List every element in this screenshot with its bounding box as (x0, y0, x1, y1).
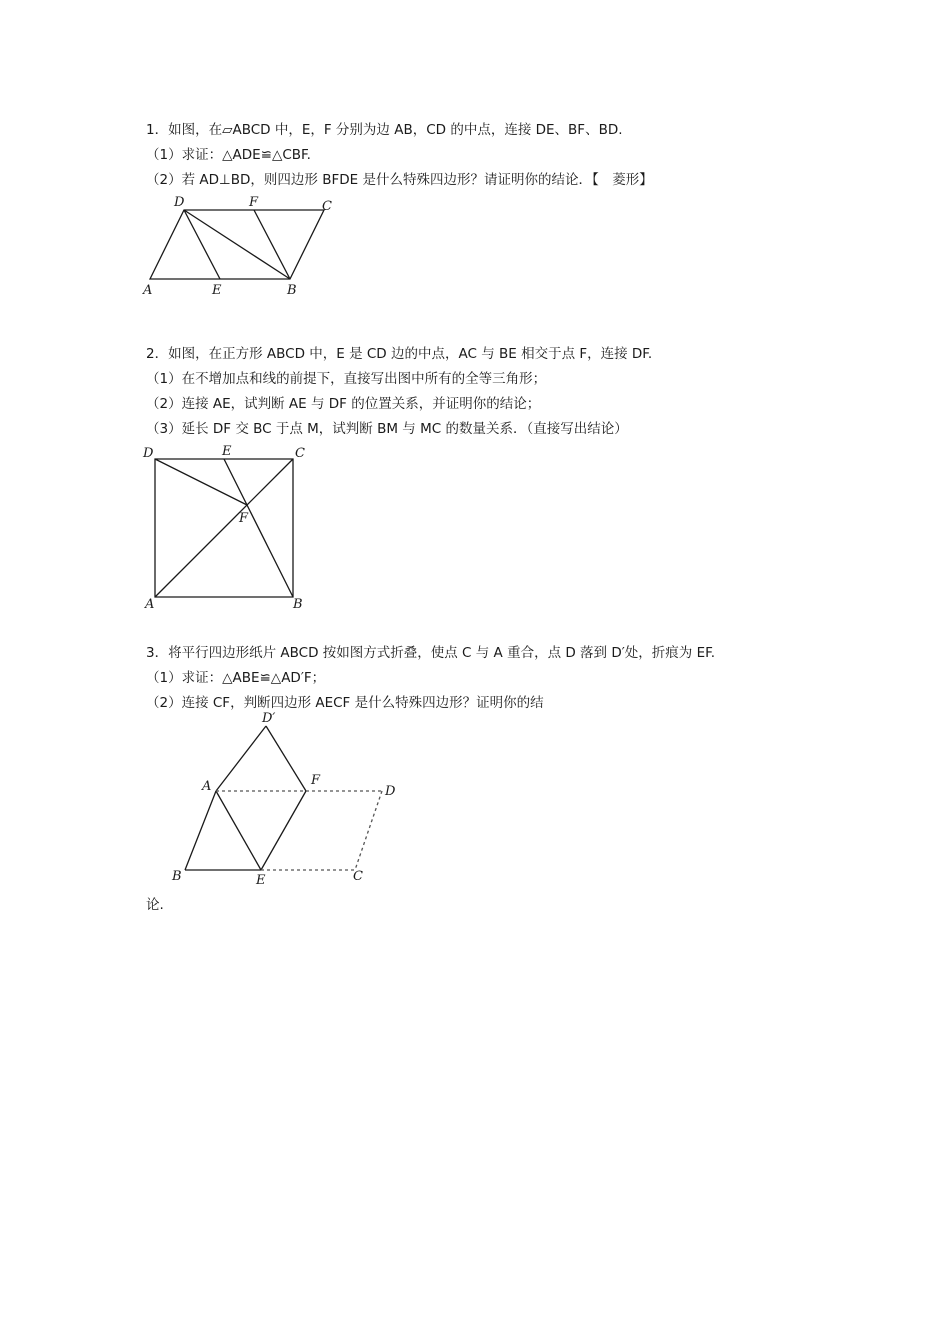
problem-2-part-2: （2）连接 AE，试判断 AE 与 DF 的位置关系，并证明你的结论； (146, 396, 541, 412)
label-e: E (222, 444, 232, 459)
problem-3-part-2: （2）连接 CF，判断四边形 AECF 是什么特殊四边形？证明你的结 (146, 695, 544, 711)
label-c: C (295, 446, 305, 461)
problem-2-part-3: （3）延长 DF 交 BC 于点 M，试判断 BM 与 MC 的数量关系．（直接写出结论） (146, 421, 628, 437)
label-f: F (249, 195, 259, 210)
label-b: B (293, 597, 303, 612)
label-c: C (353, 869, 363, 884)
problem-1-statement: 1．如图，在▱ABCD 中，E，F 分别为边 AB，CD 的中点，连接 DE、BF、BD. (146, 122, 623, 138)
label-d: D (385, 784, 396, 799)
label-b: B (287, 283, 297, 298)
label-d: D (143, 446, 154, 461)
problem-2-part-1: （1）在不增加点和线的前提下，直接写出图中所有的全等三角形； (146, 371, 547, 387)
label-a: A (202, 779, 212, 794)
segment-dc-dashed (355, 791, 382, 870)
problem-3-figure (160, 710, 410, 890)
segment-de (184, 210, 220, 279)
segment-ad-prime (216, 726, 266, 791)
segment-d-prime-f (266, 726, 306, 791)
label-c: C (322, 199, 332, 214)
segment-ab (185, 791, 216, 870)
segment-ae (216, 791, 261, 870)
problem-3-trailing-text: 论. (146, 897, 164, 913)
problem-2-figure (140, 440, 320, 615)
label-f: F (239, 511, 249, 526)
segment-bf (254, 210, 290, 279)
problem-3-statement: 3．将平行四边形纸片 ABCD 按如图方式折叠，使点 C 与 A 重合，点 D 落到 D′处，折痕为 EF. (146, 645, 716, 661)
diagonal-ac (155, 459, 293, 597)
label-a: A (145, 597, 155, 612)
label-d-prime: D′ (262, 711, 276, 726)
problem-1-figure (140, 192, 340, 302)
segment-ef (261, 791, 306, 870)
label-d: D (174, 195, 185, 210)
label-e: E (256, 873, 266, 888)
label-e: E (212, 283, 222, 298)
label-b: B (172, 869, 182, 884)
label-a: A (143, 283, 153, 298)
segment-be (224, 459, 293, 597)
problem-1-part-2: （2）若 AD⊥BD，则四边形 BFDE 是什么特殊四边形？请证明你的结论．【 菱形】 (146, 172, 653, 188)
label-f: F (311, 773, 321, 788)
segment-bd (184, 210, 290, 279)
problem-2-statement: 2．如图，在正方形 ABCD 中，E 是 CD 边的中点，AC 与 BE 相交于点 F，连接 DF. (146, 346, 653, 362)
problem-1-part-1: （1）求证：△ADE≌△CBF. (146, 147, 311, 163)
problem-3-part-1: （1）求证：△ABE≌△AD′F； (146, 670, 326, 686)
segment-df (155, 459, 247, 505)
